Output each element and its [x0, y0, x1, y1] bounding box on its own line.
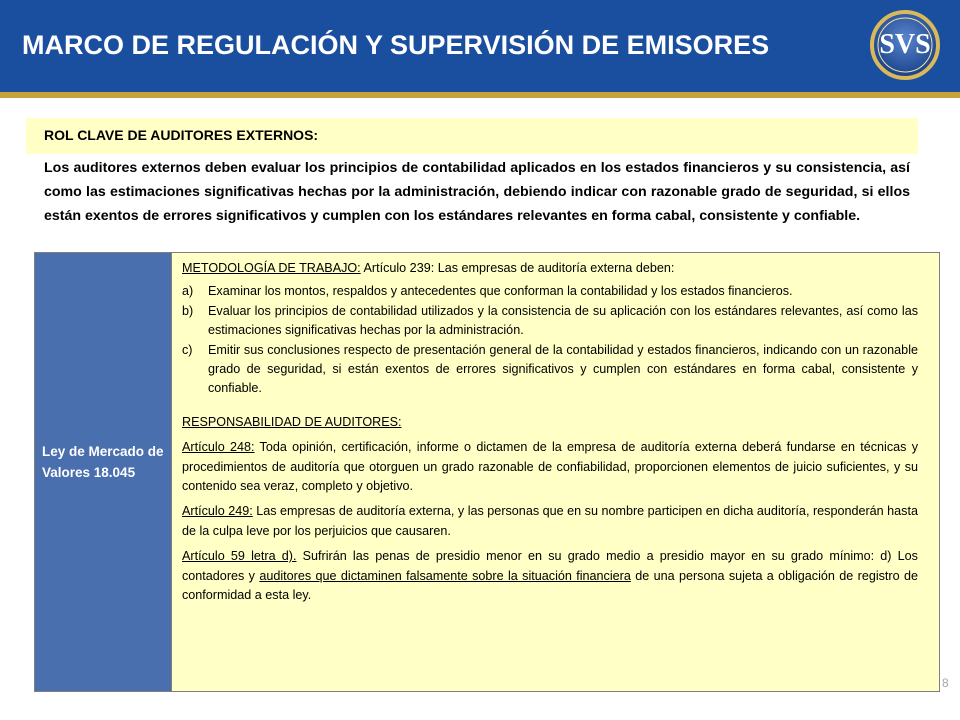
svs-logo — [868, 8, 942, 82]
responsabilidad-heading: RESPONSABILIDAD DE AUDITORES: — [182, 414, 402, 429]
art59-text-b: de una persona sujeta a obligación de registro de conformidad a esta ley. — [182, 568, 918, 603]
list-marker: b) — [182, 303, 194, 318]
rol-heading: ROL CLAVE DE AUDITORES EXTERNOS: — [44, 127, 319, 143]
law-name: Ley de Mercado de Valores 18.045 — [42, 444, 164, 480]
logo-text: SVS — [879, 29, 931, 60]
list-marker: c) — [182, 342, 193, 357]
intro-text: Los auditores externos deben evaluar los principios de contabilidad aplicados en los estados financieros y su consistencia, así como las estimaciones significativas hechas por la administración, debiendo indicar con razonable grado de seguridad, si ellos están exentos de errores significativos y cumplen con los estándares relevantes en forma cabal, consistente y confiable. — [44, 160, 910, 224]
art249-text: Las empresas de auditoría externa, y las personas que en su nombre participen en dicha auditoría, responderán hasta de la culpa leve por los perjuicios que causaren. — [182, 504, 918, 538]
art59-underlined: auditores que dictaminen falsamente sobre la situación financiera — [259, 568, 631, 583]
page-title: MARCO DE REGULACIÓN Y SUPERVISIÓN DE EMISORES — [22, 30, 770, 60]
intro-paragraph — [44, 156, 910, 228]
law-content — [182, 259, 918, 606]
law-content-cell — [172, 253, 939, 691]
list-item — [182, 282, 918, 301]
list-item — [182, 302, 918, 341]
metodologia-heading: METODOLOGÍA DE TRABAJO: — [182, 261, 361, 275]
law-name-cell — [35, 253, 172, 691]
metodologia-line — [182, 259, 918, 278]
metodologia-intro: Artículo 239: Las empresas de auditoría externa deben: — [360, 261, 675, 275]
law-table — [34, 252, 940, 692]
list-item-text: Examinar los montos, respaldos y antecedentes que conforman la contabilidad y los estados financieros. — [208, 284, 793, 299]
page-number: 8 — [942, 676, 949, 690]
list-item-text: Evaluar los principios de contabilidad utilizados y la consistencia de su aplicación con los estándares relevantes, así como las estimaciones significativas hechas por la administración. — [208, 303, 918, 338]
list-item — [182, 341, 918, 399]
art248-paragraph — [182, 438, 918, 496]
art249-label: Artículo 249: — [182, 504, 253, 519]
art248-label: Artículo 248: — [182, 440, 255, 455]
art248-text: Toda opinión, certificación, informe o dictamen de la empresa de auditoría externa deberá fundarse en técnicas y procedimientos de auditoría que otorguen un grado razonable de confiabilidad, proporcionen elementos de juicio suficientes, y su contenido sea veraz, completo y objetivo. — [182, 440, 918, 494]
header-accent-stripe — [0, 92, 960, 98]
list-marker: a) — [182, 284, 194, 299]
art59-paragraph — [182, 547, 918, 605]
art249-paragraph — [182, 502, 918, 541]
art59-text-a: Sufrirán las penas de presidio menor en su grado medio a presidio mayor en su grado mínimo: d) Los contadores y — [182, 549, 918, 583]
rol-heading-box — [26, 118, 918, 154]
header-bar — [0, 0, 960, 92]
art59-label: Artículo 59 letra d). — [182, 549, 297, 564]
list-item-text: Emitir sus conclusiones respecto de presentación general de la contabilidad y estados financieros, indicando con un razonable grado de seguridad, si están exentos de errores significativos y cumplen con estándares en forma cabal, consistente y confiable. — [208, 342, 918, 396]
